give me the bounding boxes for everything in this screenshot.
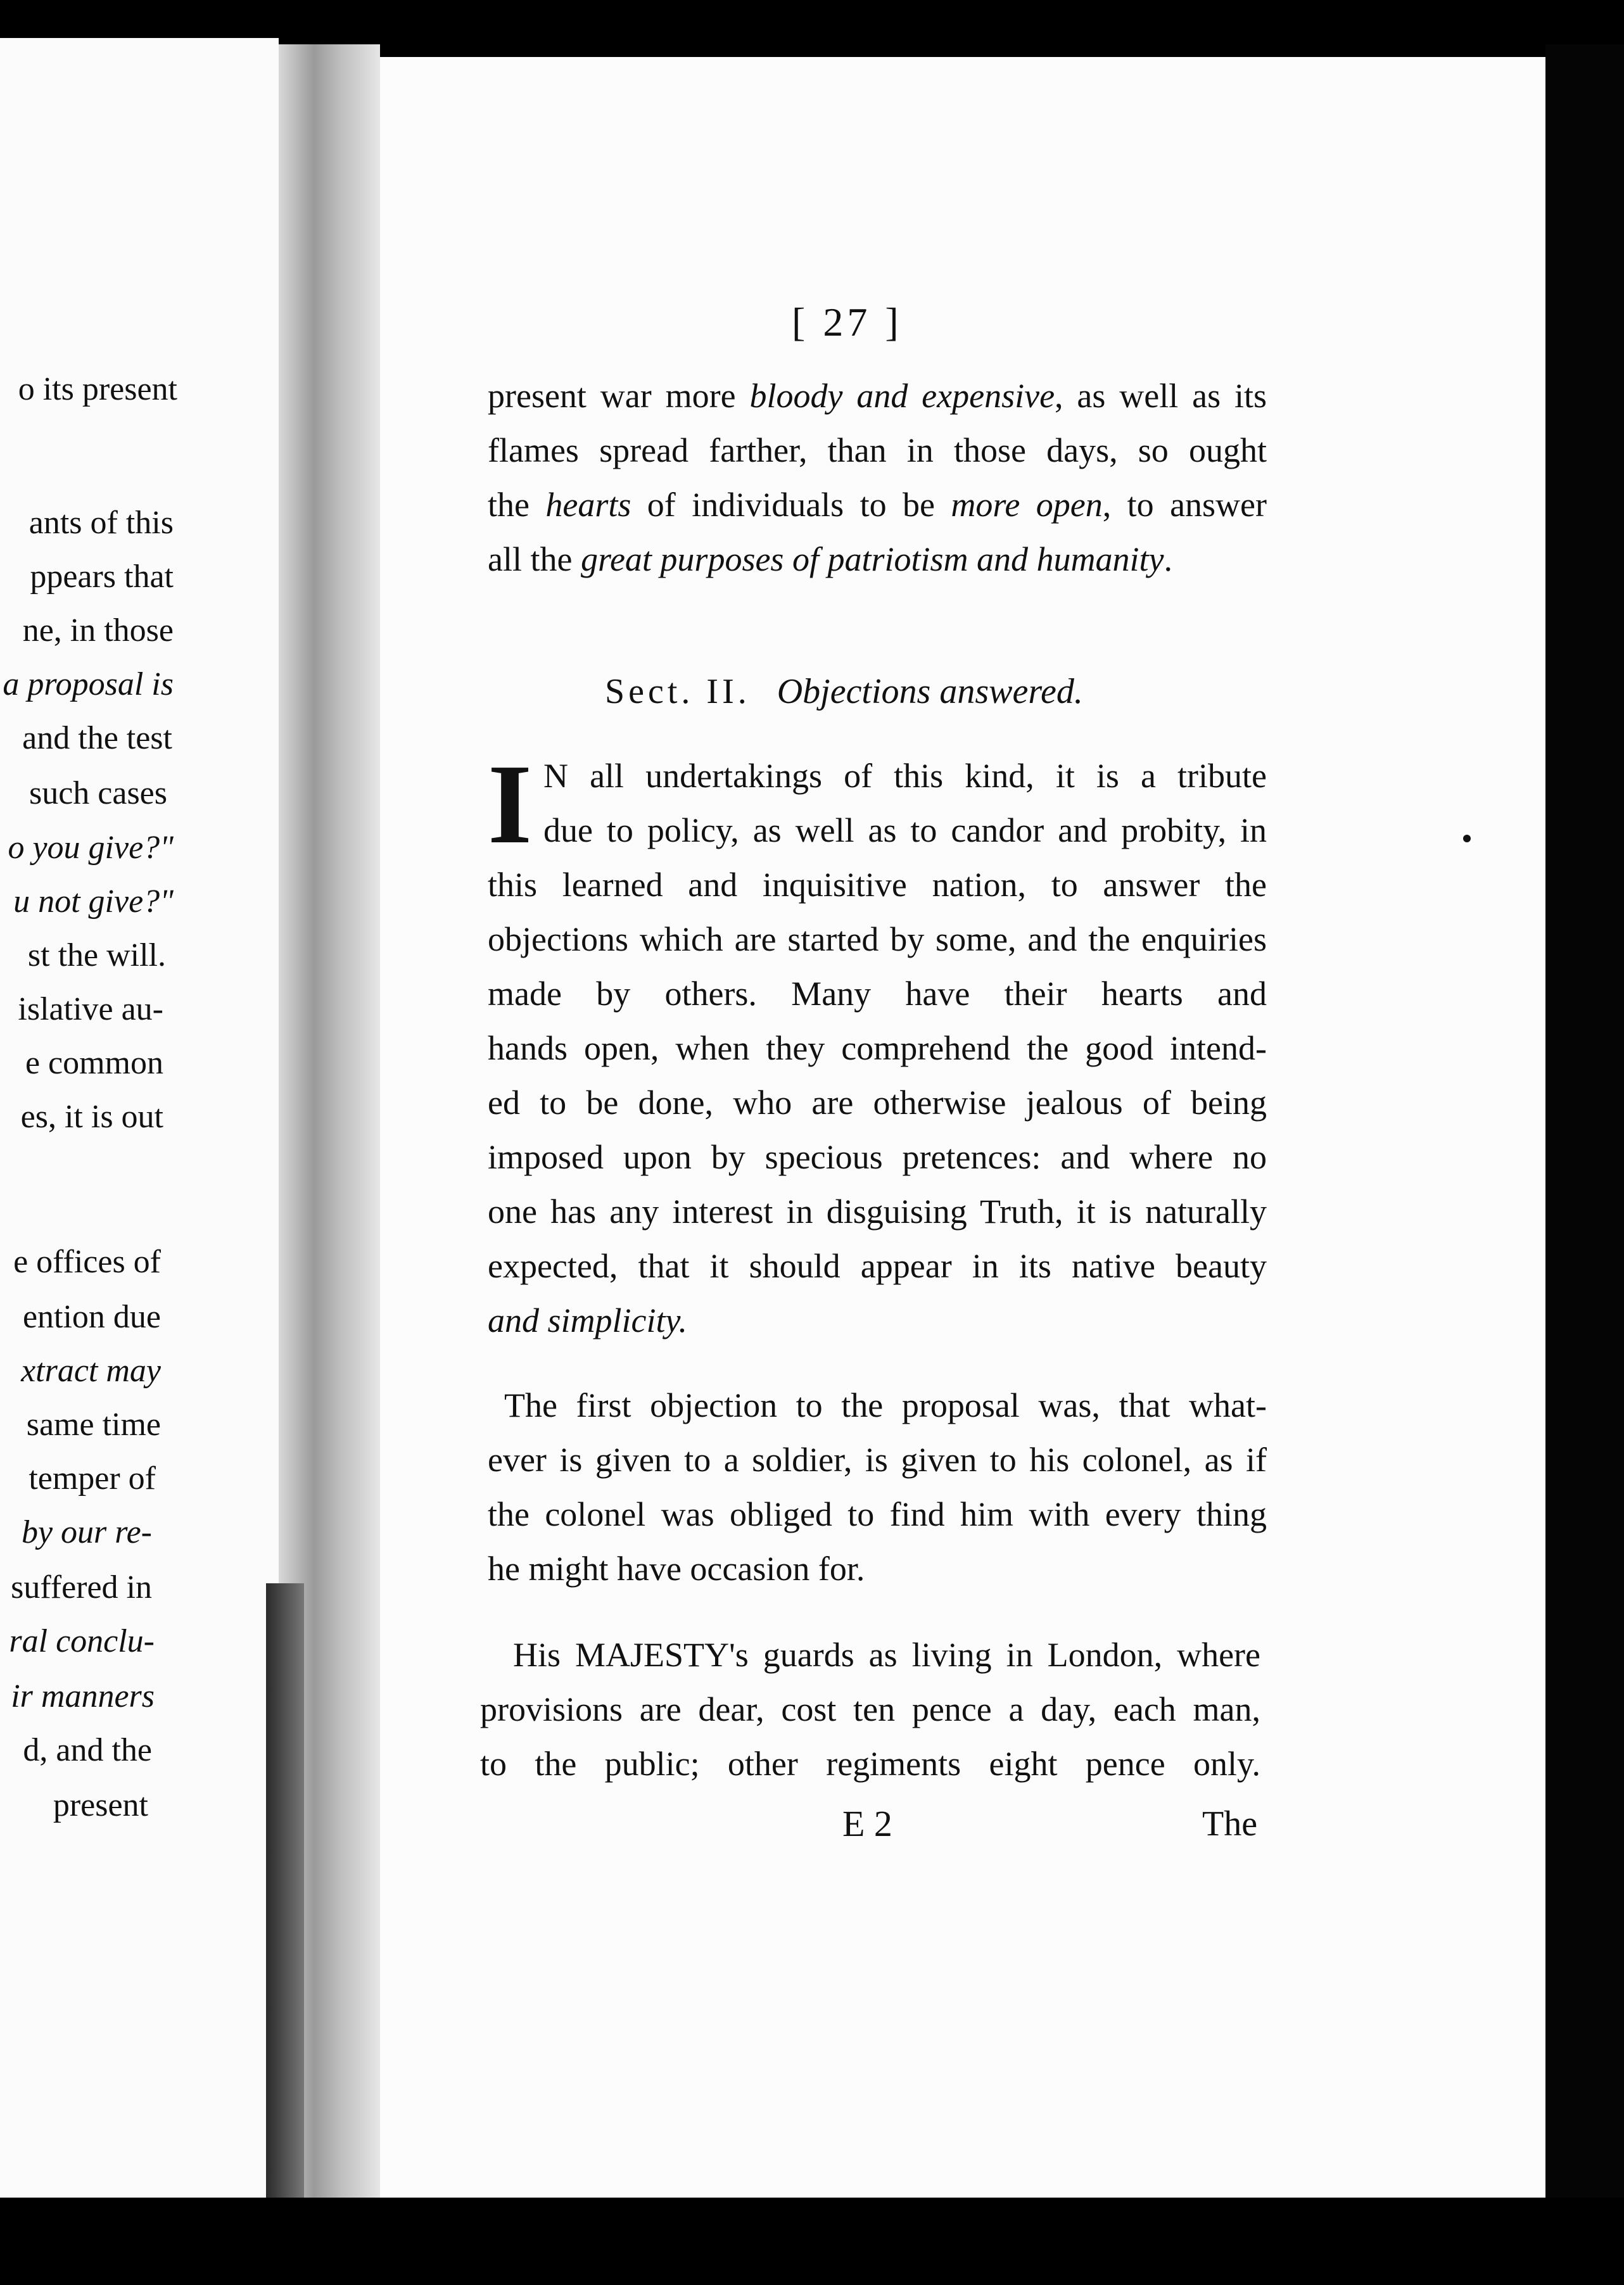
left-page-line: ants of this (29, 505, 174, 541)
page-number: [ 27 ] (792, 300, 903, 345)
text-run: of individuals to be (631, 486, 951, 524)
body-text-line: to the public; other regiments eight pence only. (480, 1745, 1260, 1783)
left-page-line: ral conclu- (9, 1623, 155, 1659)
text-run: , as well as its (1055, 377, 1267, 415)
scan-border-bottom (0, 2198, 1624, 2285)
body-text-line: ever is given to a soldier, is given to his colonel, as if (488, 1441, 1267, 1479)
body-text-line: due to policy, as well as to candor and probity, in (543, 811, 1267, 849)
left-page-line: e common (25, 1045, 163, 1081)
left-page-line: o its present (18, 371, 177, 407)
left-page-line: a proposal is (3, 666, 174, 702)
body-text-line (488, 542, 1267, 576)
left-page-line: present (53, 1787, 148, 1823)
section-label: Sect. II. (605, 672, 751, 711)
text-run: present war more (488, 377, 750, 415)
text-run: , to answer (1102, 486, 1267, 524)
body-text-line (488, 379, 1267, 413)
left-page-line: u not give?" (13, 883, 174, 920)
text-run: . (1164, 540, 1172, 578)
italic-run: great purposes of patriotism and humanity (580, 540, 1164, 578)
body-text-line (488, 488, 1267, 522)
body-text-line: he might have occasion for. (488, 1550, 865, 1588)
italic-run: more open (951, 486, 1103, 524)
left-page-line: st the will. (27, 937, 166, 973)
body-text-line: ed to be done, who are otherwise jealous of being (488, 1084, 1267, 1122)
section-title: Objections answered. (777, 672, 1083, 711)
left-page-line: suffered in (11, 1569, 152, 1605)
body-text-line: made by others. Many have their hearts and (488, 975, 1267, 1013)
left-page-line: ention due (22, 1299, 161, 1335)
body-text-line: and simplicity. (488, 1301, 687, 1339)
body-text-line: one has any interest in disguising Truth, it is naturally (488, 1193, 1267, 1231)
signature-mark: E 2 (842, 1803, 892, 1844)
text-run: flames spread farther, than in those days, so ought (488, 431, 1267, 469)
text-run: the (488, 486, 546, 524)
italic-run: hearts (545, 486, 631, 524)
body-text-line: this learned and inquisitive nation, to answer the (488, 866, 1267, 904)
left-page-line: xtract may (21, 1353, 161, 1389)
left-page-line: and the test (22, 720, 172, 756)
body-text-line: imposed upon by specious pretences: and where no (488, 1138, 1267, 1176)
left-page-line: ne, in those (22, 612, 174, 649)
left-page-line: temper of (29, 1460, 156, 1497)
body-text-line: provisions are dear, cost ten pence a day, each man, (480, 1690, 1260, 1728)
left-page-line: ppears that (30, 559, 174, 595)
left-page-line: d, and the (23, 1732, 152, 1768)
body-text-line: expected, that it should appear in its native beauty (488, 1247, 1267, 1285)
left-page-line: islative au- (18, 991, 163, 1027)
left-page-line: by our re- (21, 1514, 152, 1550)
body-text-line: N all undertakings of this kind, it is a tribute (543, 757, 1267, 795)
section-heading (605, 671, 1083, 712)
left-page-line: same time (26, 1407, 161, 1443)
body-text-line: the colonel was obliged to find him with every thing (488, 1495, 1267, 1533)
left-page (0, 38, 279, 2209)
left-page-line: such cases (29, 775, 167, 811)
body-text-line: The first objection to the proposal was, that what- (504, 1386, 1267, 1424)
drop-cap: I (488, 741, 533, 867)
gutter-shadow (266, 1583, 304, 2217)
body-text-line (488, 433, 1267, 467)
scan-border-right (1545, 44, 1624, 2285)
text-run: all the (488, 540, 581, 578)
body-text-line: objections which are started by some, and the enquiries (488, 920, 1267, 958)
left-page-line: es, it is out (20, 1099, 163, 1135)
catchword: The (1202, 1804, 1258, 1844)
left-page-line: o you give?" (8, 830, 174, 866)
body-text-line: His MAJESTY's guards as living in London, where (513, 1636, 1260, 1674)
body-text-line: hands open, when they comprehend the good intend- (488, 1029, 1267, 1067)
left-page-line: ir manners (11, 1678, 155, 1714)
italic-run: bloody and expensive (749, 377, 1055, 415)
ink-speck (1463, 835, 1471, 842)
left-page-line: e offices of (13, 1244, 161, 1280)
